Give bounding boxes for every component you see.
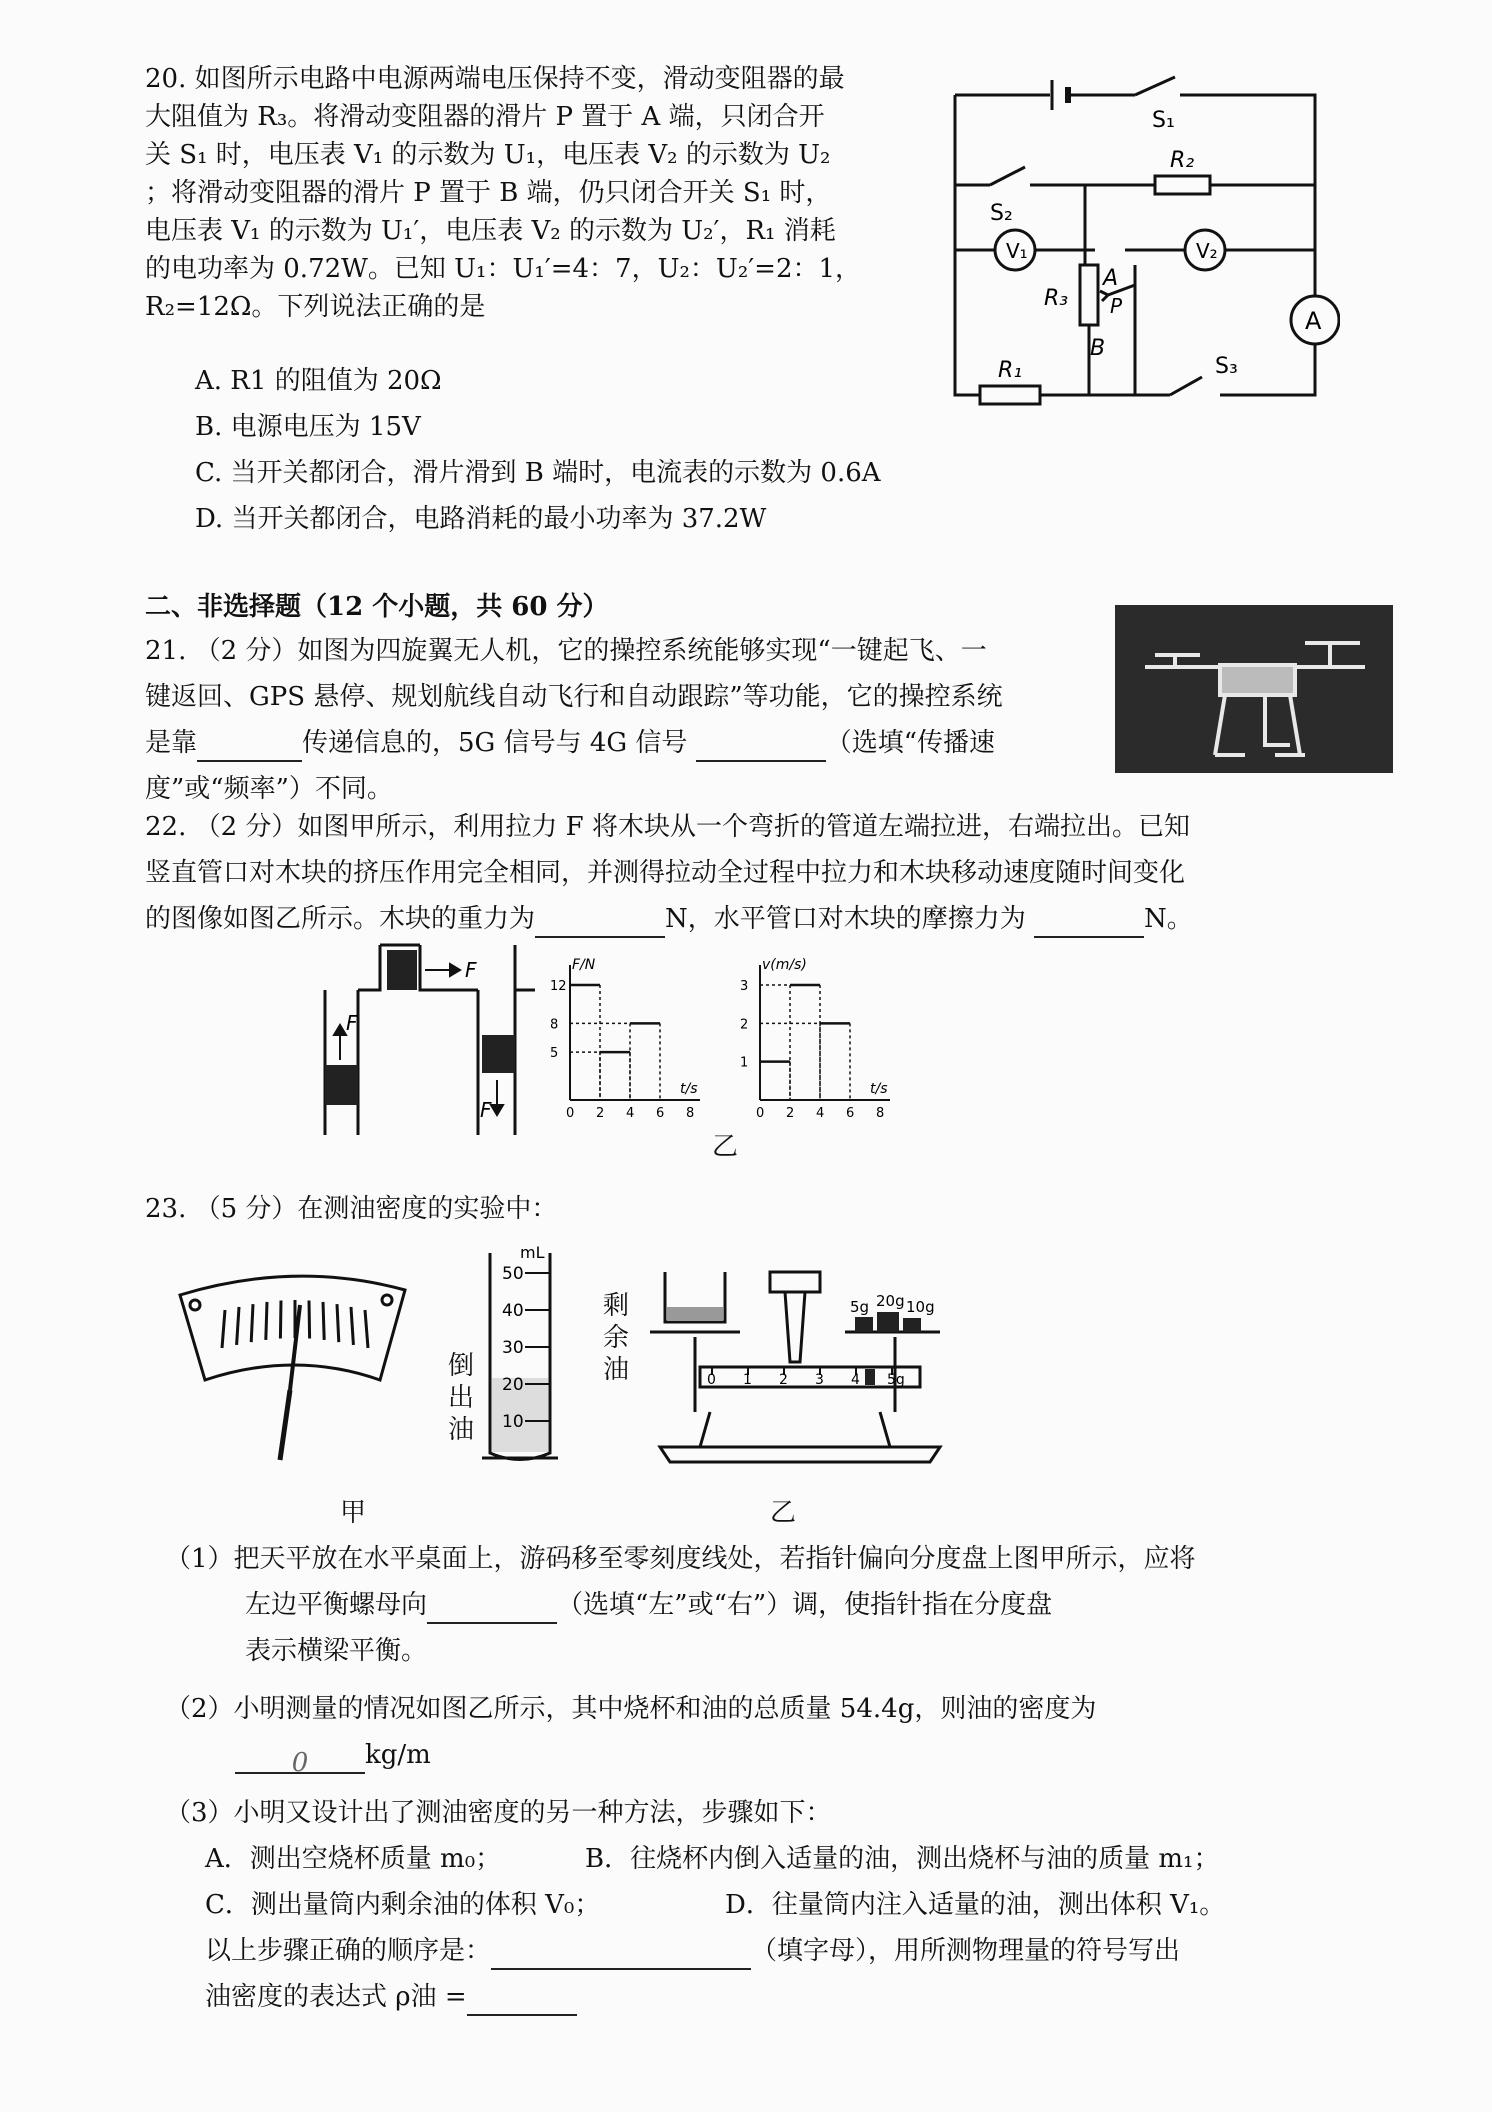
q23-text: 以上步骤正确的顺序是： <box>205 1936 492 1966</box>
circuit-diagram <box>940 55 1340 415</box>
dial-tick <box>266 1302 267 1340</box>
s1-label: S₁ <box>1152 108 1175 133</box>
q23-p3-steps <box>165 1840 1225 1886</box>
dial-tick <box>251 1304 253 1342</box>
drone-photo <box>1115 605 1393 773</box>
beaker-caption <box>603 1290 633 1386</box>
section-title: 二、非选择题（12 个小题，共 60 分） <box>145 592 609 622</box>
step-b: B．往烧杯内倒入适量的油，测出烧杯与油的质量 m₁； <box>585 1844 1220 1874</box>
force-label: F <box>480 1098 492 1122</box>
q20 <box>145 60 861 326</box>
answer-blank[interactable] <box>197 732 302 762</box>
scale-tick-label: 1 <box>743 1372 752 1388</box>
figure-label-yi: 乙 <box>770 1498 797 1528</box>
x-tick-label: 0 <box>756 1106 765 1121</box>
answer-blank[interactable] <box>1034 908 1144 938</box>
option-c: C. 当开关都闭合，滑片滑到 B 端时，电流表的示数为 0.6A <box>195 458 881 488</box>
q23-p1-end: 表示横梁平衡。 <box>245 1636 428 1666</box>
option-d: D. 当开关都闭合，电路消耗的最小功率为 37.2W <box>195 504 767 534</box>
cylinder-tick-label: 20 <box>502 1375 524 1395</box>
dial-tick <box>280 1300 281 1338</box>
drone-icon <box>1115 605 1393 773</box>
q23-p3-steps <box>165 1886 1225 1932</box>
pipe-figure <box>320 935 560 1140</box>
q21-text: （选填“传播速 <box>825 728 995 758</box>
x-tick-label: 0 <box>566 1106 575 1121</box>
option-a: A. R1 的阻值为 20Ω <box>195 366 442 396</box>
pointer-dial-figure <box>175 1270 415 1470</box>
q23-p2: （2）小明测量的情况如图乙所示，其中烧杯和油的总质量 54.4g，则油的密度为 <box>165 1694 1097 1724</box>
q23-p3: （3）小明又设计出了测油密度的另一种方法，步骤如下： <box>165 1798 832 1828</box>
figure-label-jia: 甲 <box>340 1498 367 1528</box>
s2-label: S₂ <box>990 201 1013 226</box>
r1-label: R₁ <box>998 358 1023 383</box>
cylinder-tick-label: 10 <box>502 1412 524 1432</box>
q23-text: （选填“左”或“右”）调，使指针指在分度盘 <box>557 1590 1053 1620</box>
q23-p2 <box>165 1736 1225 1794</box>
axis-label: F/N <box>572 957 596 973</box>
v2-label: V₂ <box>1196 239 1218 263</box>
q23-text: 油密度的表达式 ρ油 = <box>205 1982 467 2012</box>
q23-p1 <box>165 1586 1225 1632</box>
scale-tick-label: 3 <box>815 1372 824 1388</box>
answer-blank[interactable] <box>696 732 826 762</box>
y-tick-label: 5 <box>550 1046 559 1062</box>
cylinder-tick-label: 40 <box>502 1301 524 1321</box>
cylinder-tick-label: 30 <box>502 1338 524 1358</box>
q21 <box>145 632 1003 816</box>
v1-label: V₁ <box>1006 239 1028 263</box>
step-d: D．往量筒内注入适量的油，测出体积 V₁。 <box>725 1890 1226 1920</box>
answer-blank[interactable] <box>491 1940 751 1970</box>
force-label: F <box>465 958 477 982</box>
dial-tick <box>323 1302 324 1340</box>
x-tick-label: 6 <box>656 1106 665 1121</box>
ammeter-label: A <box>1305 307 1322 335</box>
q23-p3-order <box>165 1932 1225 1978</box>
weight-label: 10g <box>906 1298 935 1316</box>
q22-text: N，水平管口对木块的摩擦力为 <box>665 904 1026 934</box>
q20-line: R₂=12Ω。下列说法正确的是 <box>145 292 486 322</box>
cylinder-tick-label: 50 <box>502 1264 524 1284</box>
y-tick-label: 12 <box>550 979 567 994</box>
dial-tick <box>309 1300 310 1338</box>
x-tick-label: 4 <box>816 1106 825 1121</box>
q20-line: 关 S₁ 时，电压表 V₁ 的示数为 U₁，电压表 V₂ 的示数为 U₂ <box>145 140 831 170</box>
q20-line: ；将滑动变阻器的滑片 P 置于 B 端，仍只闭合开关 S₁ 时， <box>145 178 832 208</box>
dial-tick <box>237 1307 239 1345</box>
beaker-caption-char: 剩 <box>603 1291 630 1321</box>
q21-line: 21. （2 分）如图为四旋翼无人机，它的操控系统能够实现“一键起飞、一 <box>145 636 987 666</box>
axis-label: t/s <box>870 1081 888 1097</box>
q22-line: 竖直管口对木块的挤压作用完全相同，并测得拉动全过程中拉力和木块移动速度随时间变化 <box>145 858 1186 888</box>
dial-tick <box>351 1307 353 1345</box>
cylinder-caption-char: 油 <box>448 1415 475 1445</box>
s3-label: S₃ <box>1215 354 1238 379</box>
b-point-label: B <box>1090 336 1106 361</box>
q21-line: 度”或“频率”）不同。 <box>145 774 393 804</box>
a-point-label: A <box>1103 266 1119 291</box>
weight-label: 5g <box>850 1298 870 1316</box>
q22 <box>145 808 1193 946</box>
q20-line: 电压表 V₁ 的示数为 U₁′，电压表 V₂ 的示数为 U₂′，R₁ 消耗 <box>145 216 836 246</box>
x-tick-label: 4 <box>626 1106 635 1121</box>
q22-text: N。 <box>1144 904 1193 934</box>
y-tick-label: 1 <box>740 1055 749 1071</box>
q23-body <box>165 1540 1225 2024</box>
scale-tick-label: 2 <box>779 1372 788 1388</box>
answer-blank[interactable] <box>427 1594 557 1624</box>
q21-text: 是靠 <box>145 728 198 758</box>
q22-text: 的图像如图乙所示。木块的重力为 <box>145 904 536 934</box>
q23-p3-expr <box>165 1978 1225 2024</box>
force-time-graph <box>540 955 710 1125</box>
cylinder-caption-char: 出 <box>448 1383 475 1413</box>
q23-text: kg/m <box>365 1740 431 1770</box>
scale-tick-label: 5g <box>887 1372 905 1388</box>
q21-line <box>145 724 1003 770</box>
dial-tick <box>365 1310 368 1348</box>
q21-line: 键返回、GPS 悬停、规划航线自动飞行和自动跟踪”等功能，它的操控系统 <box>145 682 1003 712</box>
q22-line <box>145 900 1193 946</box>
q20-line: 20. 如图所示电路中电源两端电压保持不变，滑动变阻器的最 <box>145 64 845 94</box>
x-tick-label: 8 <box>876 1106 885 1121</box>
scale-tick-label: 0 <box>707 1372 716 1388</box>
p-label: P <box>1110 294 1123 318</box>
r3-label: R₃ <box>1044 286 1069 311</box>
answer-blank[interactable] <box>467 1986 577 2016</box>
answer-blank[interactable]: 0 <box>235 1744 365 1774</box>
x-tick-label: 8 <box>686 1106 695 1121</box>
beaker-caption-char: 油 <box>603 1355 630 1385</box>
x-tick-label: 6 <box>846 1106 855 1121</box>
axis-label: v(m/s) <box>762 957 807 973</box>
answer-blank[interactable] <box>535 908 665 938</box>
q20-line: 的电功率为 0.72W。已知 U₁：U₁′=4：7，U₂：U₂′=2：1， <box>145 254 862 284</box>
option-b: B. 电源电压为 15V <box>195 412 421 442</box>
step-a: A．测出空烧杯质量 m₀； <box>205 1844 502 1874</box>
step-c: C．测出量筒内剩余油的体积 V₀； <box>205 1890 601 1920</box>
scale-tick-label: 4 <box>851 1372 860 1388</box>
y-tick-label: 8 <box>550 1017 559 1033</box>
dial-tick <box>337 1304 339 1342</box>
q20-options <box>195 362 881 546</box>
weight-label: 20g <box>876 1292 905 1310</box>
q22-line: 22. （2 分）如图甲所示，利用拉力 F 将木块从一个弯折的管道左端拉进，右端拉出。已知 <box>145 812 1190 842</box>
y-tick-label: 2 <box>740 1017 749 1033</box>
axis-label: t/s <box>680 1081 698 1097</box>
q23-p1: （1）把天平放在水平桌面上，游码移至零刻度线处，若指针偏向分度盘上图甲所示，应将 <box>165 1544 1196 1574</box>
q21-text: 传递信息的，5G 信号与 4G 信号 <box>302 728 688 758</box>
cylinder-caption-char: 倒 <box>448 1351 475 1381</box>
r2-label: R₂ <box>1170 148 1195 173</box>
unit-label: mL <box>520 1243 545 1262</box>
beaker-caption-char: 余 <box>603 1323 630 1353</box>
q23-text: 左边平衡螺母向 <box>245 1590 428 1620</box>
force-label: F <box>346 1011 358 1035</box>
balance-scale <box>640 1262 960 1482</box>
cylinder-caption <box>448 1350 478 1446</box>
dial-tick <box>222 1310 225 1348</box>
q20-line: 大阻值为 R₃。将滑动变阻器的滑片 P 置于 A 端，只闭合开 <box>145 102 825 132</box>
y-tick-label: 3 <box>740 979 749 994</box>
q23-text: （填字母），用所测物理量的符号写出 <box>751 1936 1181 1966</box>
x-tick-label: 2 <box>786 1106 795 1121</box>
figure-label-yi: 乙 <box>712 1132 739 1162</box>
q23-title: 23. （5 分）在测油密度的实验中： <box>145 1194 558 1224</box>
x-tick-label: 2 <box>596 1106 605 1121</box>
velocity-time-graph <box>730 955 900 1125</box>
